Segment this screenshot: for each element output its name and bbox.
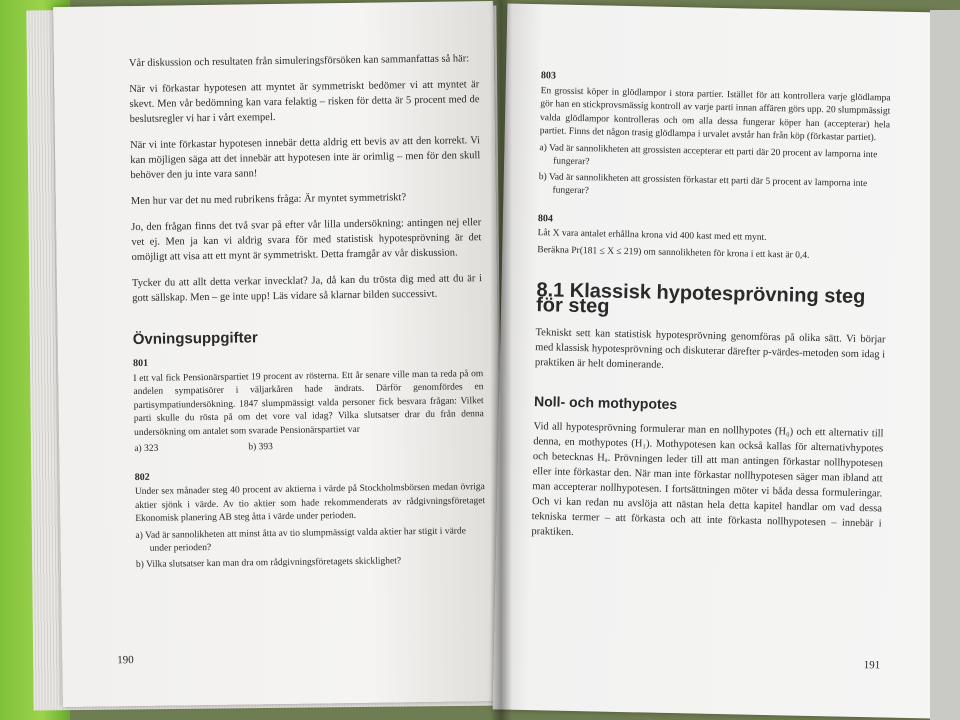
- right-page-edge: [930, 10, 960, 720]
- option-a: a) 323: [134, 443, 159, 455]
- section-heading: Övningsuppgifter: [132, 329, 258, 349]
- exercise-text: En grossist köper in glödlampor i stora partier. Istället för att kontrollera varje glödlampa gör han en stickprovsmässig kontroll av varje parti innan affären görs upp. 20 slumpmässigt valda glödlampor kontrolleras och om alla dessa fungerar köper han (accepterar) hela partiet. Finns det någon trasig glödlampa i urvalet avstår han från köp (förkastar partiet).: [539, 85, 891, 144]
- paragraph: När vi förkastar hypotesen att myntet är symmetriskt bedömer vi att myntet är skevt. Men vår bedömning kan vara felaktig – risken för detta är 5 procent med de beslutsregler vi har i vårt exempel.: [129, 79, 480, 126]
- option-b: b) 393: [248, 442, 273, 453]
- exercise-text: Låt X vara antalet erhållna krona vid 400 kast med ett mynt.: [537, 228, 767, 243]
- exercise-text: Under sex månader steg 40 procent av aktierna i värde på Stockholmsbörsen medan övriga aktier sjönk i värde. Av tio aktier som hade rekommenderats av rådgivningsföretaget Ekonomisk planering AB steg åtta i värde under perioden.: [134, 482, 486, 525]
- exercise-number: 804: [537, 212, 554, 224]
- body-text: Vid all hypotesprövning formulerar man en nollhypotes (H₀) och ett alternativ till denna, en mothypotes (H₁). Mothypotesen kan också kallas för alternativhypotes och betecknas Hₐ. Prövningen leder till att man antingen förkastar nollhypotesen eller inte förkastar den. När man inte förkastar nollhypotesen säger man ibland att man accepterar nollhypotesen. I fortsättningen möter vi båda dessa formuleringar. Och vi kan redan nu avslöja att nästan hela detta kapitel handlar om vad dessa tekniska termer – att förkasta och att inte förkasta nollhypotesen – innebär i praktiken.: [531, 421, 884, 538]
- page-number: 191: [863, 659, 881, 672]
- exercise-number: 801: [133, 357, 149, 370]
- option-a: a) Vad är sannolikheten att grossisten accepterar ett parti där 20 procent av lamporna inte fungerar?: [539, 142, 878, 168]
- paragraph: Men hur var det nu med rubrikens fråga: Är myntet symmetriskt?: [130, 192, 407, 208]
- paragraph: Vår diskussion och resultaten från simuleringsförsöken kan sammanfattas så här:: [128, 53, 470, 70]
- exercise-803: [538, 69, 891, 205]
- exercise-text: Beräkna Pr(181 ≤ X ≤ 219) om sannolikheten för krona i ett kast är 0,4.: [537, 244, 810, 261]
- exercise-804: [537, 212, 888, 265]
- subheading: Noll- och mothypotes: [533, 393, 678, 413]
- option-b: b) Vilka slutsatser kan man dra om rådgivningsföretagets skicklighet?: [135, 555, 402, 570]
- left-page: [53, 1, 503, 707]
- exercise-801: [133, 352, 484, 456]
- exercise-text: I ett val fick Pensionärspartiet 19 procent av rösterna. Ett år senare ville man ta reda på om andelen sympatisörer i väljarkåren hade ändrats. Därför genomfördes en partisympatiundersökning. 1847 slumpmässigt valda personer fick besvara frågan: Vilket parti skulle du rösta på om det vore val idag? Vilka slutsatser drar du från denna undersökning om antalet som svarade Pensionärspartiet var: [133, 368, 484, 438]
- option-a: a) Vad är sannolikheten att minst åtta av tio slumpmässigt valda aktier har stigit i värde under perioden?: [135, 525, 466, 554]
- paragraph: Tycker du att allt detta verkar invecklat? Ja, då kan du trösta dig med att du är i gott sällskap. Men – ge inte upp! Läs vidare så klarnar bilden successivt.: [131, 273, 483, 305]
- chapter-section-title: 8.1 Klassisk hypotesprövning steg för steg: [535, 279, 866, 318]
- section-intro: Tekniskt sett kan statistisk hypotesprövning genomföras på olika sätt. Vi börjar med klassisk hypotesprövning och diskuterar därefter p-värdes-metoden som idag i praktiken är helt dominerande.: [534, 327, 886, 371]
- paragraph: Jo, den frågan finns det två svar på efter vår lilla undersökning: antingen nej eller vet ej. Men ja kan vi aldrig svara för med statistisk hypotesprövning är det omöjligt att visa att ett mynt är symmetriskt. Detta framgår av vår diskussion.: [131, 217, 482, 264]
- right-page-content: [531, 69, 891, 557]
- exercise-number: 802: [134, 471, 150, 483]
- paragraph: När vi inte förkastar hypotesen innebär detta aldrig ett bevis av att den korrekt. Vi kan möjligen säga att det innebär att hypotesen inte är orimlig – men för den skull behöver den ju inte vara sann!: [129, 135, 481, 182]
- exercise-options: [134, 438, 484, 456]
- right-page: [493, 3, 948, 718]
- page-number: 190: [117, 654, 134, 667]
- exercise-number: 803: [540, 70, 557, 82]
- option-b: b) Vad är sannolikheten att grossisten förkastar ett parti där 5 procent av lamporna inte fungerar?: [538, 171, 868, 197]
- exercise-802: [135, 466, 486, 572]
- left-page-content: [129, 51, 486, 586]
- book-gutter-shadow: [490, 0, 512, 720]
